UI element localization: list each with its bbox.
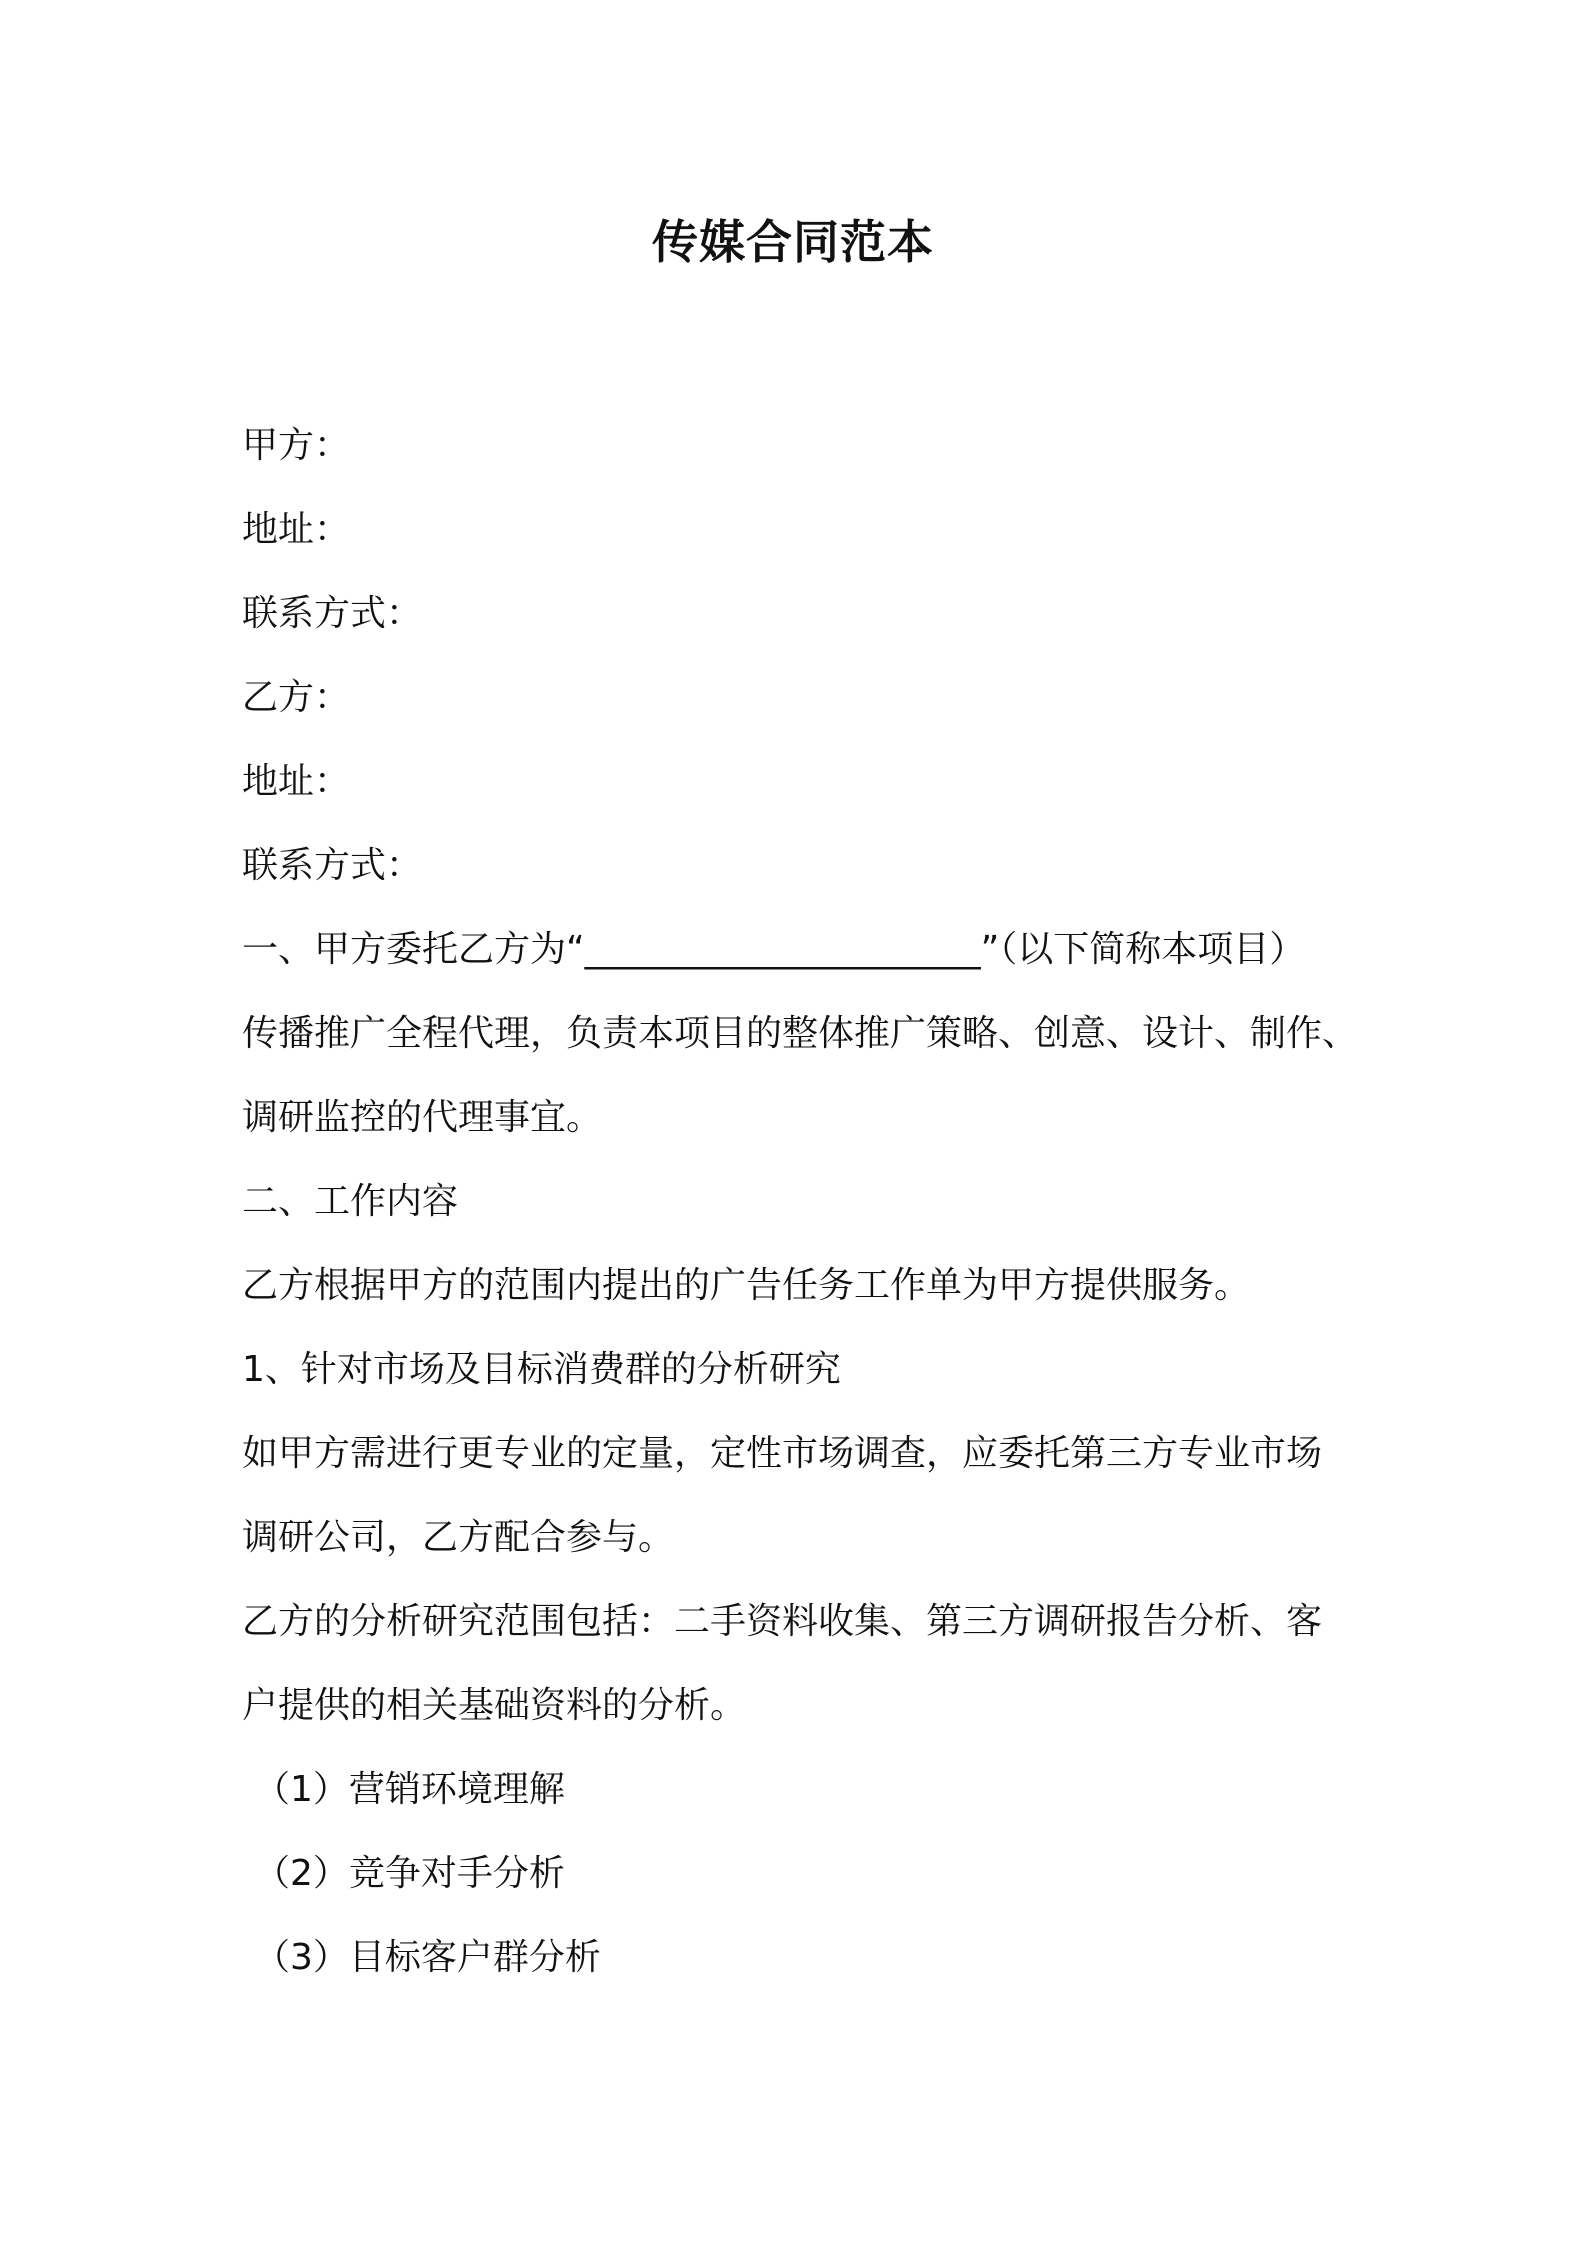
paragraph-line: 户提供的相关基础资料的分析。 — [242, 1685, 747, 1726]
party-b-contact-label: 联系方式： — [242, 845, 423, 886]
section-2-intro: 乙方根据甲方的范围内提出的广告任务工作单为甲方提供服务。 — [242, 1265, 1251, 1306]
list-item: （2）竞争对手分析 — [254, 1853, 565, 1894]
document-body — [242, 404, 1362, 2000]
party-a-contact-label: 联系方式： — [242, 593, 423, 634]
paragraph-line: 乙方的分析研究范围包括：二手资料收集、第三方调研报告分析、客 — [242, 1601, 1323, 1642]
section-2-heading: 二、工作内容 — [242, 1181, 459, 1222]
paragraph-line: 调研公司，乙方配合参与。 — [242, 1517, 675, 1558]
party-a-address-label: 地址： — [242, 509, 351, 550]
party-b-address-label: 地址： — [242, 761, 351, 802]
list-item: （1）营销环境理解 — [254, 1769, 565, 1810]
party-a-label: 甲方： — [242, 425, 351, 466]
paragraph-line: 如甲方需进行更专业的定量，定性市场调查，应委托第三方专业市场 — [242, 1433, 1323, 1474]
list-item: （3）目标客户群分析 — [254, 1937, 601, 1978]
document-title: 传媒合同范本 — [652, 215, 934, 269]
party-b-label: 乙方： — [242, 677, 351, 718]
clause-1-line-1: 一、甲方委托乙方为“______________________”（以下简称本项目） — [242, 929, 1306, 970]
clause-1-line-3: 调研监控的代理事宜。 — [242, 1097, 603, 1138]
subsection-1-heading: 1、针对市场及目标消费群的分析研究 — [242, 1349, 841, 1390]
clause-1-line-2: 传播推广全程代理，负责本项目的整体推广策略、创意、设计、制作、 — [242, 1013, 1359, 1054]
